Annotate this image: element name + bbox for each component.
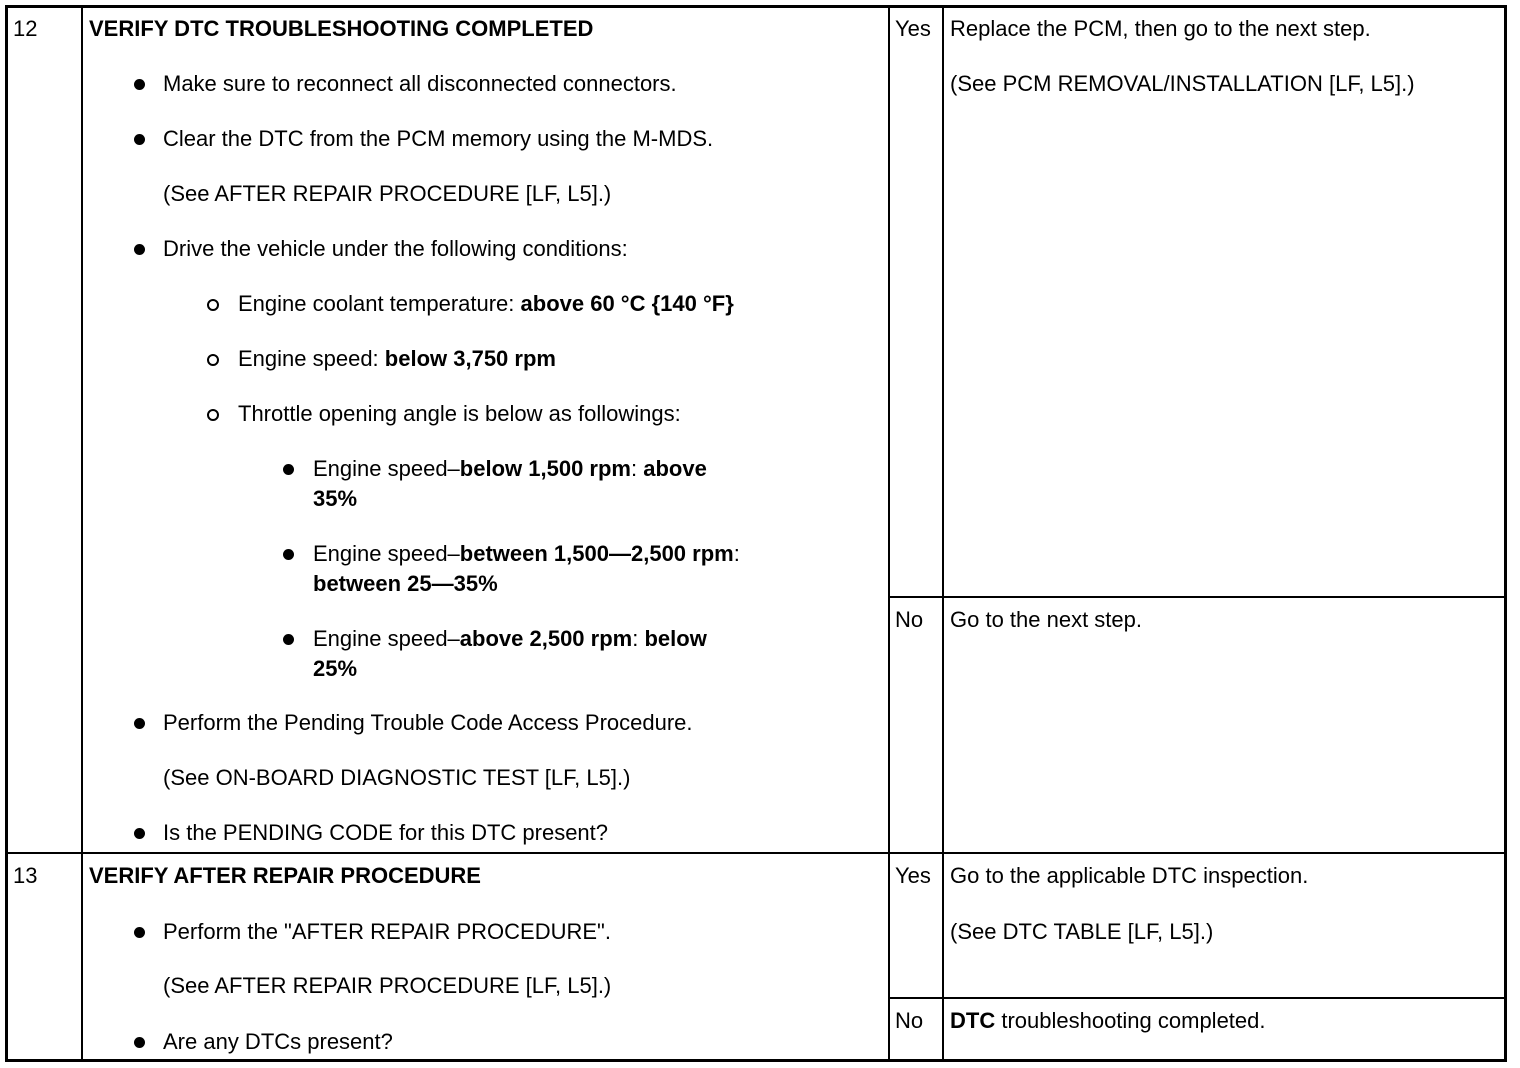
condition-coolant-value: above 60 °C {140 °F} — [520, 291, 734, 316]
row-divider-13-no — [888, 997, 1507, 999]
column-divider-step — [81, 5, 83, 1062]
action-yes: Replace the PCM, then go to the next step. — [950, 16, 1371, 41]
bullet-icon — [134, 828, 145, 839]
reference-after-repair: (See AFTER REPAIR PROCEDURE [LF, L5].) — [163, 181, 612, 206]
step-number: 13 — [13, 863, 38, 888]
action-no: Go to the next step. — [950, 607, 1143, 632]
reference-onboard-test: (See ON-BOARD DIAGNOSTIC TEST [LF, L5].) — [163, 765, 631, 790]
instruction-drive: Drive the vehicle under the following conditions: — [163, 236, 628, 261]
result-yes: Yes — [895, 863, 931, 888]
instruction-perform-after-repair: Perform the "AFTER REPAIR PROCEDURE". — [163, 919, 611, 944]
sub-bullet-icon — [207, 409, 219, 421]
condition-speed-label: Engine speed: — [238, 346, 385, 371]
procedure-table — [5, 5, 1507, 1062]
condition-throttle: Throttle opening angle is below as followings: — [238, 401, 681, 426]
step-number: 12 — [13, 16, 38, 41]
action-no: DTC troubleshooting completed. — [950, 1008, 1266, 1033]
row-divider-13 — [5, 852, 1507, 854]
row-divider-12-no — [888, 596, 1507, 598]
throttle-condition-1-cont: 35% — [313, 486, 358, 511]
question-pending-code: Is the PENDING CODE for this DTC present? — [163, 820, 609, 845]
result-no: No — [895, 607, 924, 632]
column-divider-result — [888, 5, 890, 1062]
result-no: No — [895, 1008, 924, 1033]
instruction-pending: Perform the Pending Trouble Code Access Procedure. — [163, 710, 693, 735]
condition-coolant — [238, 289, 734, 319]
instruction-clear-dtc: Clear the DTC from the PCM memory using the M-MDS. — [163, 126, 714, 151]
bullet-icon — [283, 464, 294, 475]
question-dtcs-present: Are any DTCs present? — [163, 1029, 393, 1054]
condition-coolant-label: Engine coolant temperature: — [238, 291, 521, 316]
reference-after-repair: (See AFTER REPAIR PROCEDURE [LF, L5].) — [163, 973, 612, 998]
action-yes-reference: (See DTC TABLE [LF, L5].) — [950, 919, 1214, 944]
bullet-icon — [134, 134, 145, 145]
action-yes-reference: (See PCM REMOVAL/INSTALLATION [LF, L5].) — [950, 71, 1415, 96]
bullet-icon — [134, 718, 145, 729]
throttle-condition-2-cont: between 25—35% — [313, 571, 498, 596]
result-yes: Yes — [895, 16, 931, 41]
bullet-icon — [134, 79, 145, 90]
throttle-condition-2: Engine speed–between 1,500—2,500 rpm: — [313, 541, 740, 566]
throttle-condition-3: Engine speed–above 2,500 rpm: below — [313, 626, 707, 651]
throttle-condition-3-cont: 25% — [313, 656, 358, 681]
bullet-icon — [134, 1037, 145, 1048]
step-title: VERIFY DTC TROUBLESHOOTING COMPLETED — [89, 16, 594, 41]
sub-bullet-icon — [207, 354, 219, 366]
step-title: VERIFY AFTER REPAIR PROCEDURE — [89, 863, 481, 888]
condition-speed-value: below 3,750 rpm — [384, 346, 556, 371]
bullet-icon — [134, 927, 145, 938]
column-divider-action — [942, 5, 944, 1062]
throttle-condition-1: Engine speed–below 1,500 rpm: above — [313, 456, 707, 481]
bullet-icon — [134, 244, 145, 255]
sub-bullet-icon — [207, 299, 219, 311]
condition-speed — [238, 344, 556, 374]
action-yes: Go to the applicable DTC inspection. — [950, 863, 1309, 888]
bullet-icon — [283, 634, 294, 645]
bullet-icon — [283, 549, 294, 560]
instruction-reconnect: Make sure to reconnect all disconnected connectors. — [163, 71, 677, 96]
